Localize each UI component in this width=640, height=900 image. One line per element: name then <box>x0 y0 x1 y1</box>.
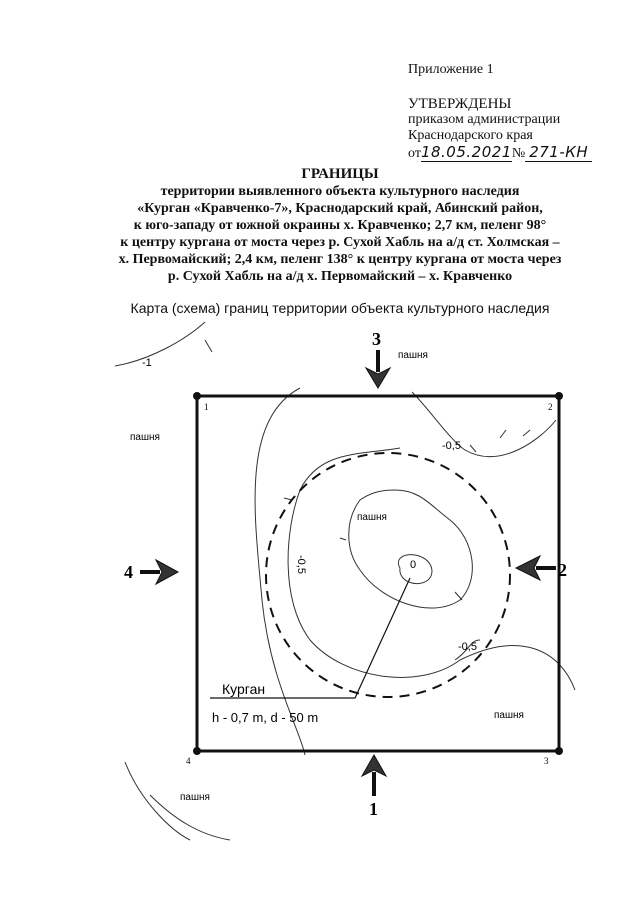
title-line-4: к центру кургана от моста через р. Сухой Хабль на а/д ст. Холмская – <box>120 235 560 250</box>
mound-boundary-circle <box>266 453 510 697</box>
appendix-label: Приложение 1 <box>408 62 494 77</box>
handwritten-date: 18.05.2021 <box>420 143 512 161</box>
contour-label-zero: 0 <box>410 559 417 571</box>
arrow-2-view-point <box>516 556 567 580</box>
contour-minus1-line <box>115 322 205 366</box>
title-heading: ГРАНИЦЫ <box>301 166 379 182</box>
approval-line-2: Краснодарского края <box>408 128 533 143</box>
corner-point-3 <box>555 747 563 755</box>
corner-label-4: 4 <box>186 756 191 766</box>
field-label-left: пашня <box>130 432 160 443</box>
approved-label: УТВЕРЖДЕНЫ <box>408 96 512 112</box>
corner-point-1 <box>193 392 201 400</box>
title-line-5: х. Первомайский; 2,4 км, пеленг 138° к центру кургана от моста через <box>118 252 562 267</box>
contour-minus1-tick <box>205 340 212 352</box>
corner-label-3: 3 <box>544 756 549 766</box>
arrow-4-view-point <box>124 560 178 584</box>
arrow-label-1: 1 <box>369 799 378 819</box>
title-line-1: территории выявленного объекта культурного наследия <box>160 184 520 199</box>
corner-label-2: 2 <box>548 402 553 412</box>
contour-label-minus1: -1 <box>142 357 152 369</box>
arrow-label-3: 3 <box>372 329 381 349</box>
map-caption: Карта (схема) границ территории объекта культурного наследия <box>130 300 550 316</box>
corner-point-2 <box>555 392 563 400</box>
field-label-bottom-right: пашня <box>494 710 524 721</box>
field-label-center: пашня <box>357 512 387 523</box>
mound-parameters: h - 0,7 m, d - 50 m <box>212 710 319 725</box>
from-label: от <box>408 146 421 161</box>
contour-outer-2 <box>412 392 556 457</box>
contour-label-minus05-top: -0,5 <box>442 440 461 452</box>
arrow-3-view-point <box>366 329 390 388</box>
contour-label-minus05-right: -0,5 <box>458 641 477 653</box>
field-label-top-right: пашня <box>398 350 428 361</box>
number-label: № <box>511 146 526 161</box>
mound-name: Курган <box>222 681 266 697</box>
approval-line-1: приказом администрации <box>408 112 561 127</box>
arrow-1-view-point <box>362 755 386 819</box>
arrow-label-2: 2 <box>558 560 567 580</box>
arrow-label-4: 4 <box>124 562 133 582</box>
contour-label-minus05-left: -0,5 <box>295 555 307 574</box>
field-label-bottom-left: пашня <box>180 792 210 803</box>
corner-point-4 <box>193 747 201 755</box>
handwritten-number: 271-КН <box>525 143 592 162</box>
title-line-6: р. Сухой Хабль на а/д х. Первомайский – х. Кравченко <box>167 269 513 284</box>
contour-lines <box>115 322 575 840</box>
title-line-2: «Курган «Кравченко-7», Краснодарский край, Абинский район, <box>137 201 543 216</box>
contour-inner <box>349 490 473 608</box>
mound-pointer-line <box>210 578 410 698</box>
title-line-3: к юго-западу от южной окраины х. Кравченко; 2,7 км, пеленг 98° <box>133 218 547 233</box>
corner-label-1: 1 <box>204 402 209 412</box>
